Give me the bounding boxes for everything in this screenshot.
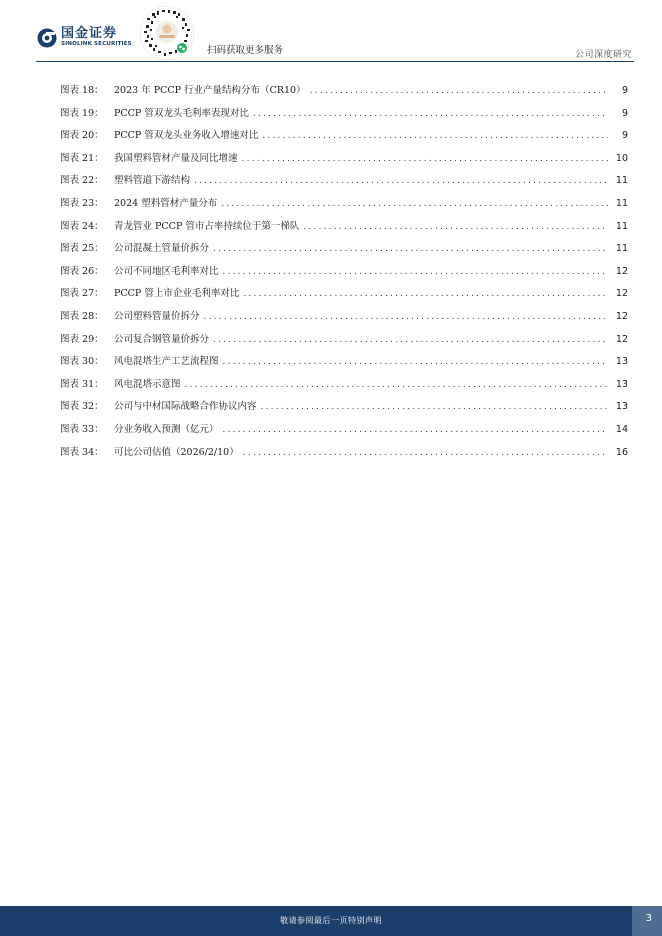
figure-list — [60, 80, 628, 464]
page-number: 3 — [645, 913, 652, 924]
header-divider — [36, 61, 634, 62]
toc-entry-page: 11 — [615, 197, 628, 209]
page-footer — [0, 906, 662, 936]
toc-entry-page: 12 — [615, 288, 628, 300]
toc-entry-page: 12 — [615, 333, 628, 345]
toc-entry[interactable] — [60, 442, 628, 465]
toc-entry-label: 图表 26： — [60, 265, 104, 277]
toc-leader-dots — [185, 374, 608, 397]
toc-leader-dots — [194, 170, 608, 193]
toc-entry[interactable] — [60, 193, 628, 216]
company-logo — [37, 27, 132, 48]
toc-leader-dots — [213, 329, 608, 352]
toc-entry-title: PCCP 管上市企业毛利率对比 — [114, 288, 240, 300]
toc-entry-title: 分业务收入预测（亿元） — [114, 423, 219, 435]
toc-leader-dots — [253, 103, 608, 126]
toc-entry[interactable] — [60, 103, 628, 126]
toc-leader-dots — [262, 125, 608, 148]
toc-entry-label: 图表 34： — [60, 446, 104, 458]
toc-leader-dots — [223, 351, 608, 374]
toc-leader-dots — [261, 396, 608, 419]
toc-entry-label: 图表 19： — [60, 107, 104, 119]
disclaimer-note: 敬请参阅最后一页特别声明 — [280, 916, 382, 925]
qr-code[interactable] — [138, 5, 196, 61]
report-type-label: 公司深度研究 — [574, 50, 632, 60]
toc-entry[interactable] — [60, 283, 628, 306]
toc-entry-title: 公司复合钢管量价拆分 — [114, 333, 210, 345]
toc-entry-label: 图表 25： — [60, 243, 104, 255]
toc-entry-page: 11 — [615, 243, 628, 255]
toc-entry-label: 图表 28： — [60, 310, 104, 322]
toc-entry[interactable] — [60, 80, 628, 103]
toc-leader-dots — [223, 261, 608, 284]
toc-entry-label: 图表 30： — [60, 356, 104, 368]
toc-entry-page: 12 — [615, 310, 628, 322]
toc-entry-label: 图表 27： — [60, 288, 104, 300]
toc-entry-page: 9 — [621, 107, 628, 119]
sinolink-logo-icon — [37, 28, 57, 48]
toc-entry-title: PCCP 管双龙头毛利率表现对比 — [114, 107, 249, 119]
toc-entry-title: 风电混塔生产工艺流程图 — [114, 356, 219, 368]
toc-entry[interactable] — [60, 238, 628, 261]
toc-entry[interactable] — [60, 125, 628, 148]
toc-entry-label: 图表 31： — [60, 378, 104, 390]
toc-leader-dots — [223, 419, 608, 442]
toc-entry-label: 图表 24： — [60, 220, 104, 232]
toc-entry[interactable] — [60, 170, 628, 193]
toc-entry[interactable] — [60, 329, 628, 352]
toc-entry-page: 9 — [621, 85, 628, 96]
toc-entry-label: 图表 21： — [60, 152, 104, 164]
toc-leader-dots — [243, 442, 608, 465]
toc-entry-page: 13 — [615, 356, 628, 368]
toc-entry-page: 14 — [615, 423, 628, 435]
toc-entry-page: 16 — [615, 446, 628, 458]
toc-leader-dots — [221, 193, 608, 216]
toc-entry-label: 图表 29： — [60, 333, 104, 345]
logo-chinese-name: 国金证券 — [61, 26, 118, 41]
toc-entry[interactable] — [60, 396, 628, 419]
toc-entry-label: 图表 33： — [60, 423, 104, 435]
toc-entry-title: 公司与中材国际战略合作协议内容 — [114, 401, 257, 413]
toc-leader-dots — [242, 148, 608, 171]
toc-entry-page: 10 — [615, 152, 628, 164]
toc-entry-title: 青龙管业 PCCP 管市占率持续位于第一梯队 — [114, 220, 300, 232]
toc-entry-title: 风电混塔示意图 — [114, 378, 181, 390]
toc-entry-label: 图表 18： — [60, 85, 104, 96]
toc-entry[interactable] — [60, 419, 628, 442]
toc-leader-dots — [213, 238, 608, 261]
qr-caption: 扫码获取更多服务 — [207, 45, 284, 56]
toc-entry-title: 可比公司估值（2026/2/10） — [114, 446, 239, 458]
toc-entry-title: 我国塑料管材产量及同比增速 — [114, 152, 238, 164]
toc-entry-page: 13 — [615, 378, 628, 390]
logo-english-name: SINOLINK SECURITIES — [61, 41, 132, 47]
toc-entry-page: 9 — [621, 130, 628, 142]
toc-entry-title: PCCP 管双龙头业务收入增速对比 — [114, 130, 259, 142]
toc-entry-label: 图表 22： — [60, 175, 104, 187]
toc-entry[interactable] — [60, 306, 628, 329]
toc-entry-page: 11 — [615, 175, 628, 187]
toc-entry-title: 塑料管道下游结构 — [114, 175, 191, 187]
page-header — [0, 0, 662, 64]
toc-leader-dots — [243, 283, 608, 306]
toc-leader-dots — [310, 80, 608, 103]
toc-entry[interactable] — [60, 351, 628, 374]
toc-entry[interactable] — [60, 216, 628, 239]
toc-entry-page: 12 — [615, 265, 628, 277]
toc-entry-page: 13 — [615, 401, 628, 413]
toc-leader-dots — [303, 216, 608, 239]
toc-entry-title: 公司混凝土管量价拆分 — [114, 243, 210, 255]
toc-entry-label: 图表 20： — [60, 130, 104, 142]
toc-entry-title: 2023 年 PCCP 行业产量结构分布（CR10） — [114, 85, 306, 96]
toc-entry[interactable] — [60, 148, 628, 171]
toc-entry-label: 图表 32： — [60, 401, 104, 413]
toc-leader-dots — [204, 306, 608, 329]
toc-entry-page: 11 — [615, 220, 628, 232]
toc-entry-title: 公司塑料管量价拆分 — [114, 310, 200, 322]
toc-entry-title: 2024 塑料管材产量分布 — [114, 197, 218, 209]
toc-entry-title: 公司不同地区毛利率对比 — [114, 265, 219, 277]
toc-entry[interactable] — [60, 374, 628, 397]
toc-entry-label: 图表 23： — [60, 197, 104, 209]
toc-entry[interactable] — [60, 261, 628, 284]
